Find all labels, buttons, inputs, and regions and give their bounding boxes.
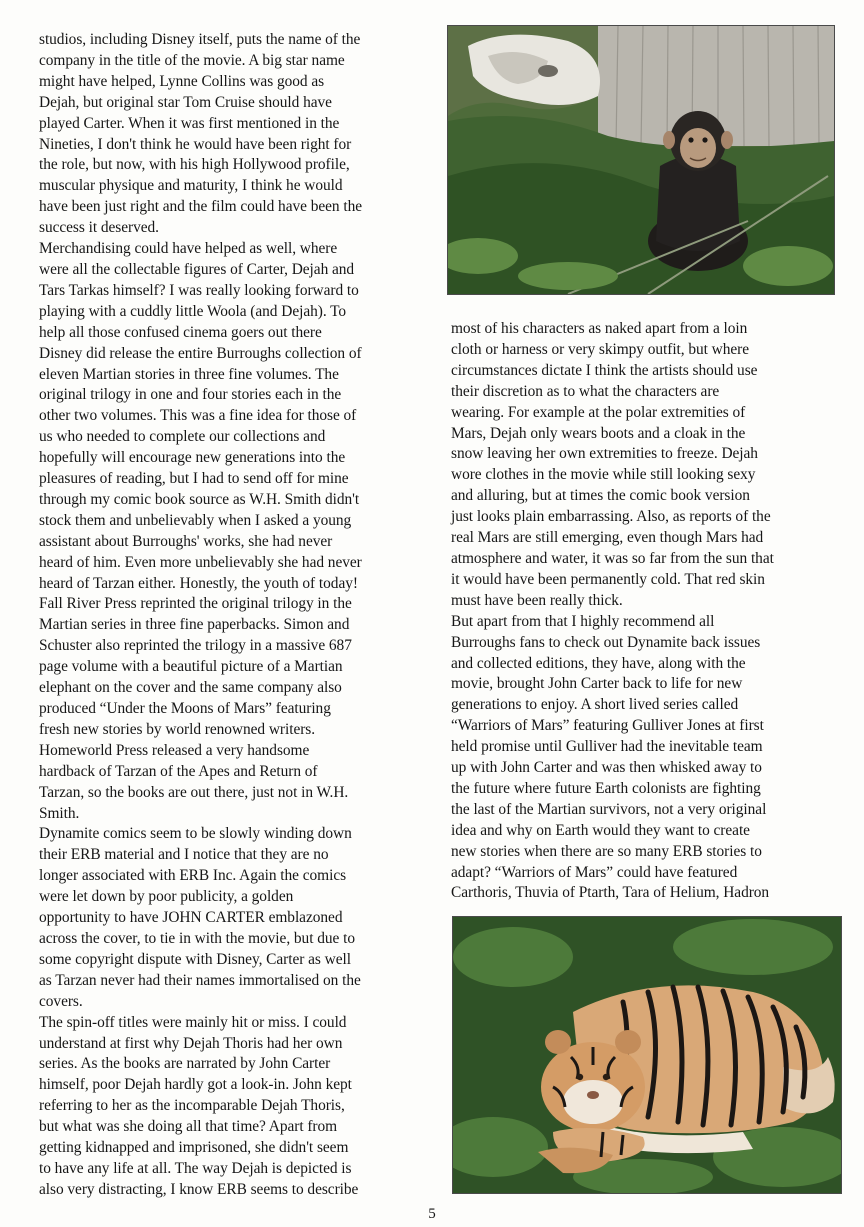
right-column-line: atmosphere and water, it was so far from the sun that [451,549,774,567]
right-column-line: adapt? “Warriors of Mars” could have featured [451,863,738,881]
left-column-line: assistant about Burroughs' works, she had never [39,532,333,550]
left-column-line: getting kidnapped and imprisoned, she didn't seem [39,1139,349,1157]
chimpanzee-statue-photo [447,25,835,295]
left-column-line: longer associated with ERB Inc. Again the comics [39,867,347,885]
right-column-line: must have been really thick. [451,591,623,609]
right-column-line: movie, brought John Carter back to life for new [451,675,743,693]
left-column-line: Dejah, but original star Tom Cruise should have [39,93,332,111]
left-column-line: the role, but now, with his high Hollywood profile, [39,156,350,174]
right-column-line: generations to enjoy. A short lived series called [451,696,739,714]
right-column-line: “Warriors of Mars” featuring Gulliver Jones at first [451,717,764,735]
right-column-line: the future where future Earth colonists are fighting [451,779,761,797]
left-column-line: playing with a cuddly little Woola (and Dejah). To [39,302,347,320]
left-column-line: Disney did release the entire Burroughs collection of [39,344,362,362]
right-column-line: their discretion as to what the characters are [451,382,720,400]
left-column-line: hardback of Tarzan of the Apes and Return of [39,762,318,780]
left-column-line: also very distracting, I know ERB seems to describe [39,1180,359,1198]
left-column-line: but what was she doing all that time? Apart from [39,1118,338,1136]
tiger-statue-photo [452,916,842,1194]
right-column-line: cloth or harness or very skimpy outfit, but where [451,340,750,358]
left-column-line: understand at first why Dejah Thoris had her own [39,1034,343,1052]
chimpanzee-garden-image [448,26,834,294]
right-text-column [451,319,843,904]
right-column-line: real Mars are still emerging, even though Mars had [451,529,764,547]
left-column-line: Tarzan, so the books are out there, just not in W.H. [39,783,349,801]
right-column-line: Carthoris, Thuvia of Ptarth, Tara of Helium, Hadron [451,884,770,902]
right-column-line: But apart from that I highly recommend all [451,612,715,630]
left-column-line: some copyright dispute with Disney, Carter as well [39,950,351,968]
left-column-line: eleven Martian stories in three fine volumes. The [39,365,339,383]
left-text-column [39,30,431,1201]
right-column-line: and alluring, but at times the comic book version [451,487,750,505]
page-number: 5 [428,1206,436,1222]
left-column-line: their ERB material and I notice that they are no [39,846,329,864]
left-column-line: Martian series in three fine paperbacks. Simon and [39,616,350,634]
left-column-line: page volume with a beautiful picture of a Martian [39,658,343,676]
left-column-line: heard of Tarzan either. Honestly, the youth of today! [39,574,358,592]
right-column-line: idea and why on Earth would they want to create [451,821,750,839]
left-column-line: Homeworld Press released a very handsome [39,741,310,759]
tiger-on-grass-image [453,917,841,1193]
right-column-line: up with John Carter and was then whisked away to [451,759,762,777]
left-column-line: Tars Tarkas himself? I was really looking forward to [39,281,359,299]
left-column-line: were let down by poor publicity, a golden [39,888,294,906]
right-column-line: circumstances dictate I think the artists should use [451,361,758,379]
left-column-line: as Tarzan never had their names immortalised on the [39,971,361,989]
right-column-line: Mars, Dejah only wears boots and a cloak in the [451,424,746,442]
right-column-line: new stories when there are so many ERB stories to [451,842,762,860]
left-column-line: series. As the books are narrated by John Carter [39,1055,331,1073]
left-column-line: Smith. [39,804,80,822]
left-column-line: played Carter. When it was first mentioned in the [39,114,340,132]
right-column-line: wore clothes in the movie while still looking sexy [451,466,756,484]
left-column-line: studios, including Disney itself, puts the name of the [39,31,361,48]
left-column-line: might have helped, Lynne Collins was good as [39,72,325,90]
left-column-line: referring to her as the incomparable Dejah Thoris, [39,1097,345,1115]
left-column-line: through my comic book source as W.H. Smith didn't [39,490,360,508]
right-column-line: snow leaving her own extremities to freeze. Dejah [451,445,758,463]
left-column-line: across the cover, to tie in with the movie, but due to [39,929,355,947]
left-column-line: himself, poor Dejah hardly got a look-in. John kept [39,1076,352,1094]
left-column-line: covers. [39,992,83,1010]
right-column-line: it would have been permanently cold. That red skin [451,570,765,588]
right-column-line: Burroughs fans to check out Dynamite back issues [451,633,761,651]
left-column-line: Merchandising could have helped as well, where [39,240,338,258]
right-column-line: the last of the Martian survivors, not a very original [451,800,767,818]
left-column-line: produced “Under the Moons of Mars” featuring [39,700,331,717]
left-column-line: The spin-off titles were mainly hit or miss. I could [39,1013,347,1031]
left-column-line: Schuster also reprinted the trilogy in a massive 687 [39,637,352,655]
right-column-line: just looks plain embarrassing. Also, as reports of the [451,508,771,526]
right-column-line: wearing. For example at the polar extremities of [451,403,746,421]
left-column-line: fresh new stories by world renowned writers. [39,720,316,738]
left-column-line: stock them and unbelievably when I asked a young [39,511,352,529]
left-column-line: help all those confused cinema goers out there [39,323,322,341]
left-column-line: company in the title of the movie. A big star name [39,51,345,69]
left-column-line: heard of him. Even more unbelievably she had never [39,553,362,571]
left-column-line: Fall River Press reprinted the original trilogy in the [39,595,352,613]
left-column-line: success it deserved. [39,219,159,237]
left-column-line: elephant on the cover and the same company also [39,679,342,697]
left-column-line: Dynamite comics seem to be slowly winding down [39,825,352,843]
left-column-line: muscular physique and maturity, I think he would [39,177,343,195]
left-column-line: pleasures of reading, but I had to send off for mine [39,470,349,488]
left-column-line: other two volumes. This was a fine idea for those of [39,407,357,425]
left-column-line: Nineties, I don't think he would have been right for [39,135,352,153]
left-column-line: opportunity to have JOHN CARTER emblazoned [39,909,343,927]
left-column-line: original trilogy in one and four stories each in the [39,386,342,404]
right-column-line: and collected editions, they have, along with the [451,654,746,672]
left-column-line: to have any life at all. The way Dejah is depicted is [39,1159,352,1177]
right-column-line: held promise until Gulliver had the inevitable team [451,738,763,756]
right-column-line: most of his characters as naked apart from a loin [451,320,748,337]
left-column-line: us who needed to complete our collections and [39,428,326,446]
left-column-line: hopefully will encourage new generations into the [39,449,346,467]
left-column-line: were all the collectable figures of Carter, Dejah and [39,260,355,278]
left-column-line: have been just right and the film could have been the [39,198,363,216]
